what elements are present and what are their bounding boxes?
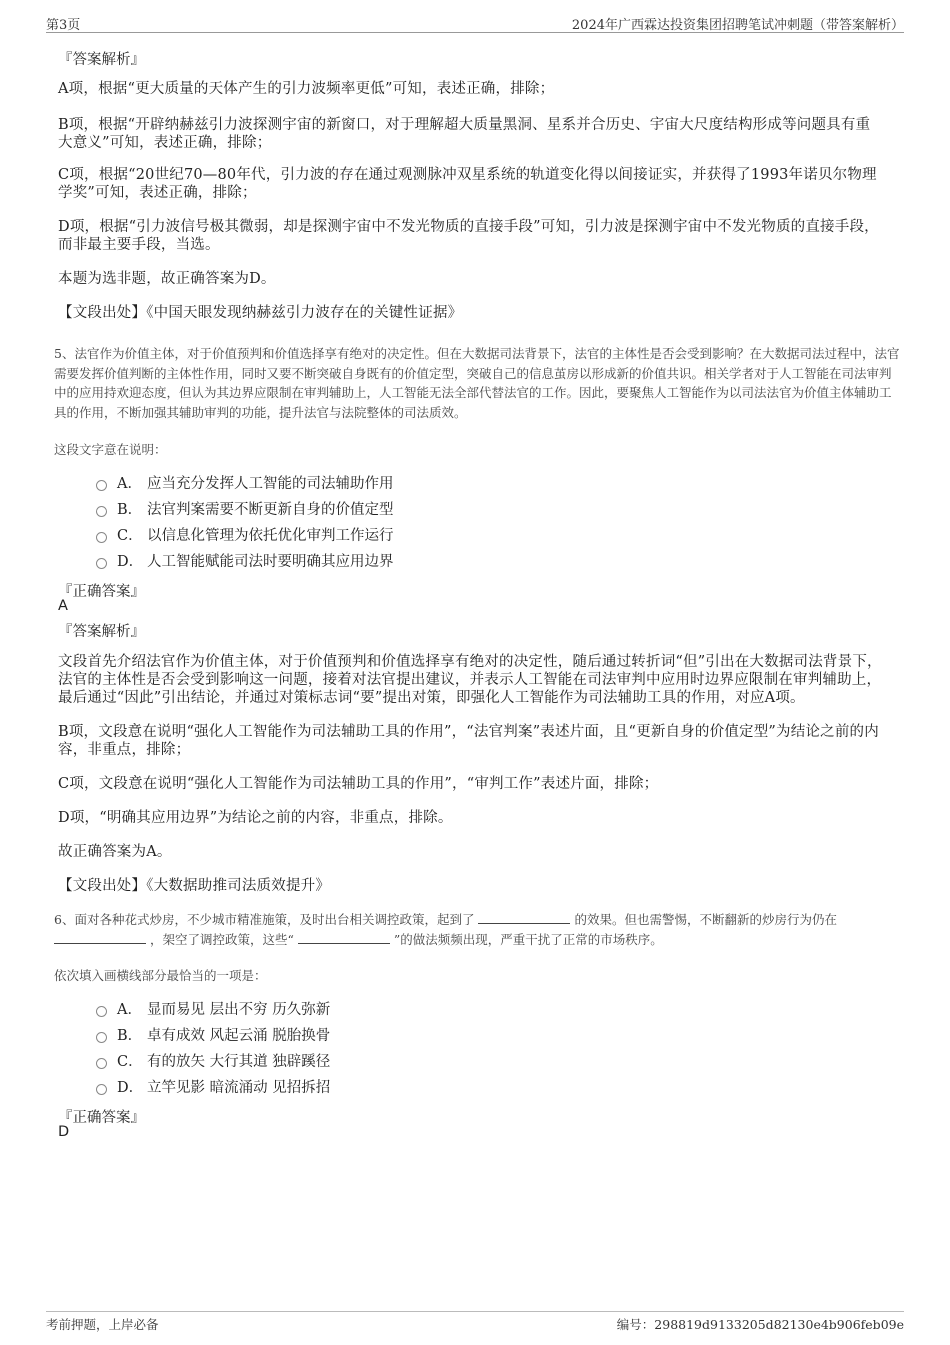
option-letter: A． xyxy=(117,475,142,492)
option-letter: B． xyxy=(117,1027,143,1044)
option-text: 法官判案需要不断更新自身的价值定型 xyxy=(147,501,394,518)
option-text: 卓有成效 风起云涌 脱胎换骨 xyxy=(147,1027,331,1044)
option-letter: D． xyxy=(117,553,144,570)
radio-icon[interactable] xyxy=(96,1032,107,1043)
option-text: 以信息化管理为依托优化审判工作运行 xyxy=(147,527,394,544)
q6-question-text xyxy=(54,910,900,949)
q5-correct-label: 『正确答案』 xyxy=(58,584,145,600)
q6-option-d[interactable] xyxy=(96,1075,330,1097)
q4-analysis-label: 『答案解析』 xyxy=(58,52,145,68)
option-text: 立竿见影 暗流涌动 见招拆招 xyxy=(147,1079,331,1096)
fill-blank-1 xyxy=(478,911,570,924)
q5-source: 【文段出处】《大数据助推司法质效提升》 xyxy=(58,878,331,894)
radio-icon[interactable] xyxy=(96,506,107,517)
fill-blank-2 xyxy=(54,931,146,944)
option-letter: D． xyxy=(117,1079,144,1096)
q6-prompt: 依次填入画横线部分最恰当的一项是： xyxy=(54,968,267,983)
q6-text-part: 6、面对各种花式炒房，不少城市精准施策，及时出台相关调控政策，起到了 xyxy=(54,912,475,927)
q6-text-part: ”的做法频频出现，严重干扰了正常的市场秩序。 xyxy=(393,931,663,947)
option-text: 有的放矢 大行其道 独辟蹊径 xyxy=(147,1053,331,1070)
q5-question-text: 5、法官作为价值主体，对于价值预判和价值选择享有绝对的决定性。但在大数据司法背景下，法官的主体性是否会受到影响？在大数据司法过程中，法官需要发挥价值判断的主体性作用，同时又要不断突破自身既有的价值定型，突破自己的信息茧房以形成新的价值共识。相关学者对于人工智能在司法审判中的应用持欢迎态度，但认为其边界应限制在审判辅助上，人工智能无法全部代替法官的工作。因此，要聚焦人工智能作为以司法法官为价值主体辅助工具的作用，不断加强其辅助审判的功能，提升法官与法院整体的司法质效。 xyxy=(54,346,900,420)
q4-analysis-d: D项，根据“引力波信号极其微弱，却是探测宇宙中不发光物质的直接手段”可知，引力波是探测宇宙中不发光物质的直接手段，而非最主要手段，当选。 xyxy=(58,219,879,253)
option-letter: C． xyxy=(117,527,143,544)
q6-option-a[interactable] xyxy=(96,997,330,1019)
q5-analysis-label: 『答案解析』 xyxy=(58,624,145,640)
radio-icon[interactable] xyxy=(96,1084,107,1095)
radio-icon[interactable] xyxy=(96,480,107,491)
q4-analysis-b: B项，根据“开辟纳赫兹引力波探测宇宙的新窗口，对于理解超大质量黑洞、星系并合历史、宇宙大尺度结构形成等问题具有重大意义”可知，表述正确，排除； xyxy=(58,117,871,151)
page-number: 第3页 xyxy=(46,18,81,33)
fill-blank-3 xyxy=(298,931,390,944)
q6-correct-answer: D xyxy=(58,1124,70,1140)
q6-text-part: 的效果。但也需警惕，不断翻新的炒房行为仍在 xyxy=(574,912,837,927)
q5-analysis-main: 文段首先介绍法官作为价值主体，对于价值预判和价值选择享有绝对的决定性，随后通过转折词“但”引出在大数据司法背景下，法官的主体性是否会受到影响这一问题，接着对法官提出建议，并表示人工智能在司法审判中应用时边界应限制在审判辅助上，最后通过“因此”引出结论，并通过对策标志词“要”提出对策，即强化人工智能作为司法辅助工具的作用，对应A项。 xyxy=(58,654,882,706)
radio-icon[interactable] xyxy=(96,532,107,543)
footer-slogan: 考前押题，上岸必备 xyxy=(46,1317,159,1332)
q5-option-a[interactable] xyxy=(96,471,394,493)
radio-icon[interactable] xyxy=(96,558,107,569)
q5-conclusion: 故正确答案为A。 xyxy=(58,844,172,860)
q6-correct-label: 『正确答案』 xyxy=(58,1110,145,1126)
page-header xyxy=(46,14,904,33)
option-letter: B． xyxy=(117,501,143,518)
q4-source: 【文段出处】《中国天眼发现纳赫兹引力波存在的关键性证据》 xyxy=(58,305,463,321)
radio-icon[interactable] xyxy=(96,1006,107,1017)
q5-analysis-b: B项，文段意在说明“强化人工智能作为司法辅助工具的作用”，“法官判案”表述片面，且“更新自身的价值定型”为结论之前的内容，非重点，排除； xyxy=(58,724,879,758)
q5-option-b[interactable] xyxy=(96,497,394,519)
document-title: 2024年广西霖达投资集团招聘笔试冲刺题（带答案解析） xyxy=(571,18,904,33)
q6-option-b[interactable] xyxy=(96,1023,330,1045)
q5-option-d[interactable] xyxy=(96,549,394,571)
q5-analysis-d: D项，“明确其应用边界”为结论之前的内容，非重点，排除。 xyxy=(58,810,453,826)
q6-option-c[interactable] xyxy=(96,1049,330,1071)
document-code: 编号：298819d9133205d82130e4b906feb09e xyxy=(616,1317,904,1332)
q4-analysis-a: A项，根据“更大质量的天体产生的引力波频率更低”可知，表述正确，排除； xyxy=(58,81,555,97)
q5-analysis-c: C项，文段意在说明“强化人工智能作为司法辅助工具的作用”，“审判工作”表述片面，排除； xyxy=(58,776,659,792)
radio-icon[interactable] xyxy=(96,1058,107,1069)
q5-correct-answer: A xyxy=(58,598,68,614)
q6-text-part: ，架空了调控政策，这些“ xyxy=(149,931,294,947)
option-text: 应当充分发挥人工智能的司法辅助作用 xyxy=(147,475,394,492)
page-footer xyxy=(46,1311,904,1334)
option-letter: C． xyxy=(117,1053,143,1070)
q4-analysis-c: C项，根据“20世纪70—80年代，引力波的存在通过观测脉冲双星系统的轨道变化得以间接证实，并获得了1993年诺贝尔物理学奖”可知，表述正确，排除； xyxy=(58,167,877,201)
option-letter: A． xyxy=(117,1001,142,1018)
q5-prompt: 这段文字意在说明： xyxy=(54,442,167,457)
option-text: 人工智能赋能司法时要明确其应用边界 xyxy=(147,553,394,570)
q4-conclusion: 本题为选非题，故正确答案为D。 xyxy=(58,271,276,287)
q5-option-c[interactable] xyxy=(96,523,394,545)
option-text: 显而易见 层出不穷 历久弥新 xyxy=(147,1001,331,1018)
